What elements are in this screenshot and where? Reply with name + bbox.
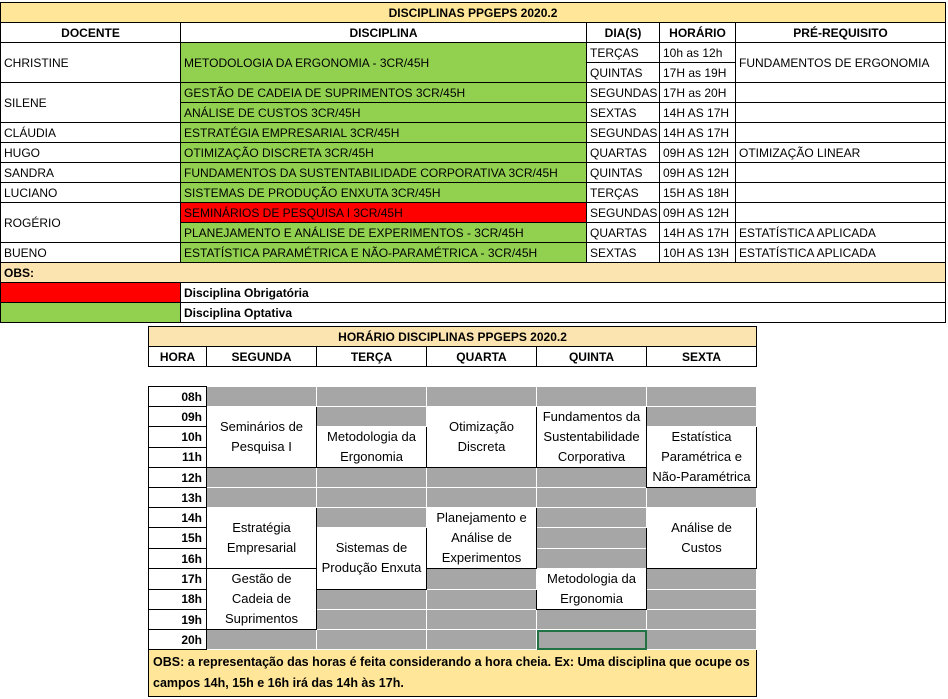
cell-pre-requisito[interactable] [736, 203, 946, 223]
empty-slot[interactable] [537, 528, 647, 549]
hour-row [149, 488, 757, 508]
legend-row [1, 303, 946, 323]
cell-horario[interactable]: 09H AS 12H [660, 163, 736, 183]
hour-label[interactable]: 19h [149, 610, 207, 630]
header-hora[interactable]: HORA [149, 347, 207, 367]
cell-horario[interactable]: 17H as 19H [660, 63, 736, 83]
cell-pre-requisito[interactable]: OTIMIZAÇÃO LINEAR [736, 143, 946, 163]
cell-disciplina[interactable]: SISTEMAS DE PRODUÇÃO ENXUTA 3CR/45H [181, 183, 587, 203]
legend-swatch-obrigatoria[interactable] [1, 283, 181, 303]
cell-pre-requisito[interactable]: FUNDAMENTOS DE ERGONOMIA [736, 43, 946, 83]
empty-slot[interactable] [207, 387, 317, 407]
header-quarta[interactable]: QUARTA [427, 347, 537, 367]
class-analise-custos[interactable]: Análise de Custos [647, 508, 757, 569]
cell-dia[interactable]: QUINTAS [587, 63, 660, 83]
cell-disciplina[interactable]: PLANEJAMENTO E ANÁLISE DE EXPERIMENTOS - 3CR/45H [181, 223, 587, 243]
class-estatistica-parametrica[interactable]: Estatística Paramétrica e Não-Paramétrica [647, 427, 757, 488]
hour-label[interactable]: 12h [149, 468, 207, 488]
class-metodologia-ergonomia-terca[interactable]: Metodologia da Ergonomia [317, 427, 427, 468]
empty-slot[interactable] [647, 569, 757, 590]
cell-horario[interactable]: 14H AS 17H [660, 223, 736, 243]
hour-row [149, 407, 757, 427]
legend-swatch-optativa[interactable] [1, 303, 181, 323]
empty-slot[interactable] [537, 387, 647, 407]
cell-dia[interactable]: SEGUNDAS [587, 123, 660, 143]
hour-label[interactable]: 09h [149, 407, 207, 427]
obs-label[interactable]: OBS: [1, 263, 946, 283]
cell-disciplina[interactable]: FUNDAMENTOS DA SUSTENTABILIDADE CORPORATIVA 3CR/45H [181, 163, 587, 183]
cell-horario[interactable]: 09H AS 12H [660, 143, 736, 163]
empty-slot[interactable] [207, 488, 317, 508]
empty-slot[interactable] [537, 508, 647, 528]
hour-row [149, 630, 757, 650]
legend-label-optativa[interactable]: Disciplina Optativa [181, 303, 946, 323]
cell-dia[interactable]: TERÇAS [587, 183, 660, 203]
table-row [1, 243, 946, 263]
header-docente[interactable]: DOCENTE [1, 23, 181, 43]
empty-slot[interactable] [647, 387, 757, 407]
empty-slot[interactable] [427, 488, 537, 508]
class-gestao-cadeia-suprimentos[interactable]: Gestão de Cadeia de Suprimentos [207, 569, 317, 630]
cell-horario[interactable]: 10H AS 13H [660, 243, 736, 263]
empty-slot[interactable] [647, 407, 757, 427]
empty-slot[interactable] [537, 488, 647, 508]
empty-slot[interactable] [317, 508, 427, 528]
empty-slot[interactable] [647, 630, 757, 650]
cell-disciplina[interactable]: METODOLOGIA DA ERGONOMIA - 3CR/45H [181, 43, 587, 83]
hour-label[interactable]: 08h [149, 387, 207, 407]
cell-disciplina[interactable]: OTIMIZAÇÃO DISCRETA 3CR/45H [181, 143, 587, 163]
cell-dia[interactable]: QUINTAS [587, 163, 660, 183]
disciplines-table [0, 2, 946, 323]
empty-slot[interactable] [427, 387, 537, 407]
cell-pre-requisito[interactable]: ESTATÍSTICA APLICADA [736, 223, 946, 243]
hour-label[interactable]: 18h [149, 589, 207, 610]
class-otimizacao-discreta[interactable]: Otimização Discreta [427, 407, 537, 468]
cell-docente[interactable]: BUENO [1, 243, 181, 263]
table-row [1, 123, 946, 143]
cell-pre-requisito[interactable]: ESTATÍSTICA APLICADA [736, 243, 946, 263]
hour-row [149, 508, 757, 528]
cell-horario[interactable]: 17H as 20H [660, 83, 736, 103]
header-terca[interactable]: TERÇA [317, 347, 427, 367]
cell-disciplina[interactable]: SEMINÁRIOS DE PESQUISA I 3CR/45H [181, 203, 587, 223]
hour-label[interactable]: 11h [149, 447, 207, 468]
empty-slot[interactable] [537, 468, 647, 488]
hour-label[interactable]: 17h [149, 569, 207, 590]
hour-label[interactable]: 20h [149, 630, 207, 650]
class-estrategia-empresarial[interactable]: Estratégia Empresarial [207, 508, 317, 569]
empty-slot[interactable] [317, 610, 427, 630]
hour-label[interactable]: 15h [149, 528, 207, 549]
cell-dia[interactable]: SEGUNDAS [587, 83, 660, 103]
empty-slot[interactable] [427, 468, 537, 488]
class-fundamentos-sustentabilidade[interactable]: Fundamentos da Sustentabilidade Corporativa [537, 407, 647, 468]
table-row [1, 43, 946, 63]
empty-slot[interactable] [647, 589, 757, 610]
table-row [1, 163, 946, 183]
class-planejamento-experimentos[interactable]: Planejamento e Análise de Experimentos [427, 508, 537, 569]
class-seminarios-pesquisa[interactable]: Seminários de Pesquisa I [207, 407, 317, 468]
empty-slot[interactable] [647, 488, 757, 508]
cell-horario[interactable]: 10h as 12h [660, 43, 736, 63]
cell-horario[interactable]: 14H AS 17H [660, 123, 736, 143]
cell-docente[interactable]: HUGO [1, 143, 181, 163]
empty-slot[interactable] [537, 610, 647, 630]
cell-dia[interactable]: QUARTAS [587, 223, 660, 243]
header-sexta[interactable]: SEXTA [647, 347, 757, 367]
empty-slot[interactable] [427, 630, 537, 650]
header-horario[interactable]: HORÁRIO [660, 23, 736, 43]
cell-docente[interactable]: CHRISTINE [1, 43, 181, 83]
cell-disciplina[interactable]: GESTÃO DE CADEIA DE SUPRIMENTOS 3CR/45H [181, 83, 587, 103]
schedule-title[interactable]: HORÁRIO DISCIPLINAS PPGEPS 2020.2 [149, 327, 757, 347]
disciplines-title[interactable]: DISCIPLINAS PPGEPS 2020.2 [1, 3, 946, 23]
cell-dia[interactable]: TERÇAS [587, 43, 660, 63]
cell-pre-requisito[interactable] [736, 83, 946, 103]
hour-label[interactable]: 13h [149, 488, 207, 508]
cell-horario[interactable]: 14H AS 17H [660, 103, 736, 123]
header-dias[interactable]: DIA(S) [587, 23, 660, 43]
table-row [1, 203, 946, 223]
cell-disciplina[interactable]: ESTATÍSTICA PARAMÉTRICA E NÃO-PARAMÉTRICA - 3CR/45H [181, 243, 587, 263]
cell-docente[interactable]: CLÁUDIA [1, 123, 181, 143]
empty-slot[interactable] [427, 610, 537, 630]
empty-slot[interactable] [317, 589, 427, 610]
header-segunda[interactable]: SEGUNDA [207, 347, 317, 367]
table-row [1, 183, 946, 203]
hour-label[interactable]: 16h [149, 549, 207, 569]
header-disciplina[interactable]: DISCIPLINA [181, 23, 587, 43]
empty-slot[interactable] [427, 589, 537, 610]
empty-slot[interactable] [317, 630, 427, 650]
cell-pre-requisito[interactable] [736, 183, 946, 203]
cell-docente[interactable]: SILENE [1, 83, 181, 123]
empty-slot[interactable] [427, 569, 537, 590]
header-pre-requisito[interactable]: PRÉ-REQUISITO [736, 23, 946, 43]
hour-label[interactable]: 10h [149, 427, 207, 448]
class-metodologia-ergonomia-quinta[interactable]: Metodologia da Ergonomia [537, 569, 647, 610]
cell-pre-requisito[interactable] [736, 123, 946, 143]
cell-pre-requisito[interactable] [736, 163, 946, 183]
empty-slot[interactable] [317, 488, 427, 508]
empty-slot[interactable] [647, 610, 757, 630]
hour-label[interactable]: 14h [149, 508, 207, 528]
empty-slot[interactable] [537, 549, 647, 569]
empty-slot[interactable] [207, 468, 317, 488]
cell-dia[interactable]: SEXTAS [587, 243, 660, 263]
empty-slot[interactable] [317, 407, 427, 427]
cell-disciplina[interactable]: ANÁLISE DE CUSTOS 3CR/45H [181, 103, 587, 123]
table-row [1, 143, 946, 163]
empty-slot[interactable] [207, 630, 317, 650]
cell-dia[interactable]: SEGUNDAS [587, 203, 660, 223]
header-quinta[interactable]: QUINTA [537, 347, 647, 367]
cell-horario[interactable]: 09H AS 12H [660, 203, 736, 223]
legend-label-obrigatoria[interactable]: Disciplina Obrigatória [181, 283, 946, 303]
cell-dia[interactable]: QUARTAS [587, 143, 660, 163]
empty-slot[interactable] [317, 468, 427, 488]
hour-row [149, 387, 757, 407]
cell-pre-requisito[interactable] [736, 103, 946, 123]
selected-cell[interactable] [537, 630, 647, 650]
hour-row [149, 569, 757, 590]
legend-row [1, 283, 946, 303]
class-sistemas-producao-enxuta[interactable]: Sistemas de Produção Enxuta [317, 528, 427, 590]
schedule-grid [148, 326, 757, 697]
cell-dia[interactable]: SEXTAS [587, 103, 660, 123]
cell-disciplina[interactable]: ESTRATÉGIA EMPRESARIAL 3CR/45H [181, 123, 587, 143]
cell-docente[interactable]: SANDRA [1, 163, 181, 183]
table-row [1, 83, 946, 103]
cell-horario[interactable]: 15H AS 18H [660, 183, 736, 203]
cell-docente[interactable]: ROGÉRIO [1, 203, 181, 243]
empty-slot[interactable] [317, 387, 427, 407]
schedule-note[interactable]: OBS: a representação das horas é feita considerando a hora cheia. Ex: Uma disciplina que ocupe os campos 14h, 15h e 16h irá das 14h às 17h. [149, 650, 757, 697]
cell-docente[interactable]: LUCIANO [1, 183, 181, 203]
spacer-row [149, 367, 757, 387]
